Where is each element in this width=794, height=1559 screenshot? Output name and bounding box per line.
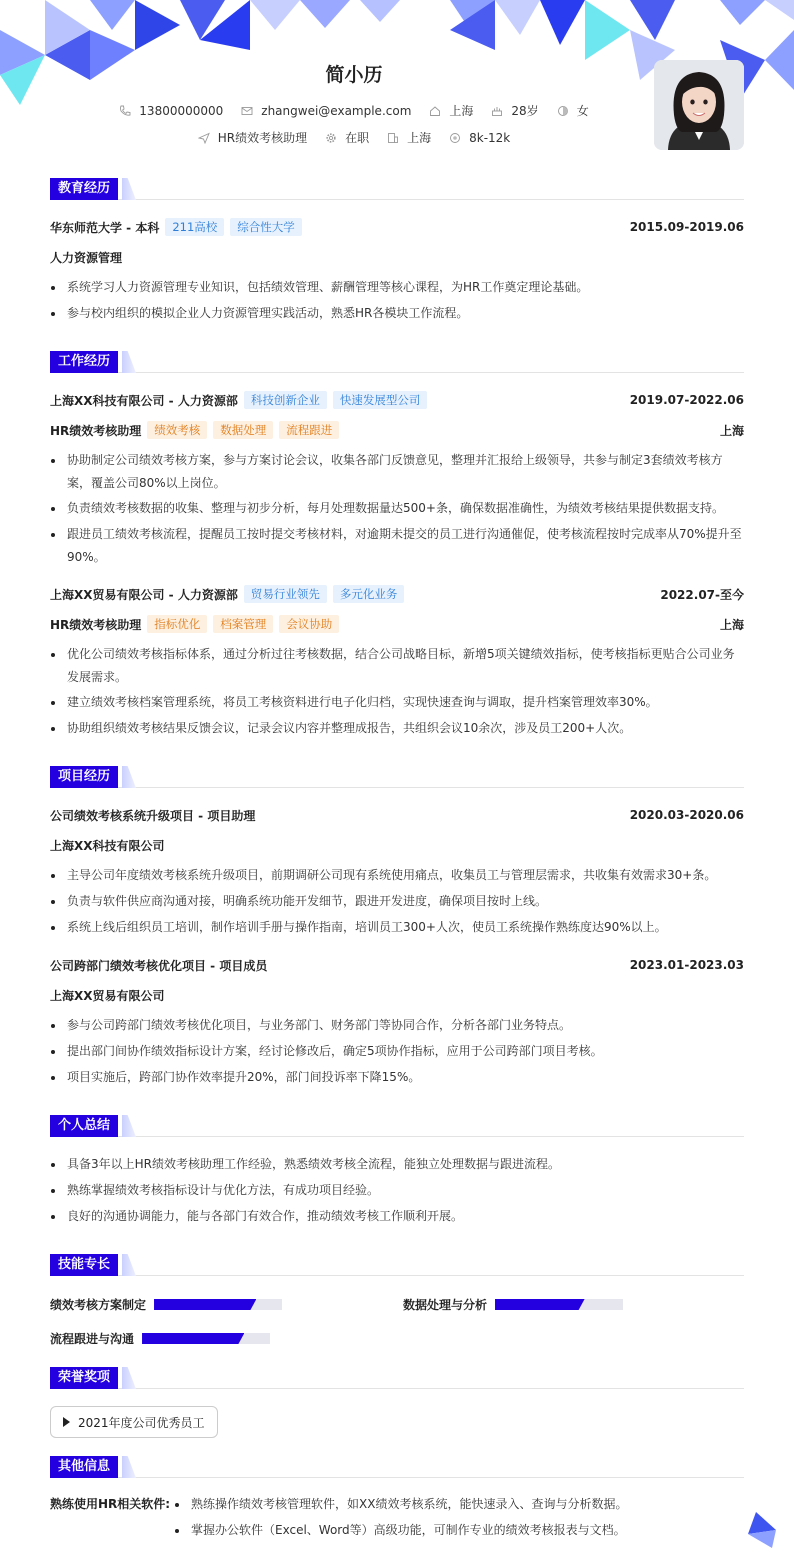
coin-icon xyxy=(449,132,461,144)
email-icon xyxy=(241,105,253,117)
gear-icon xyxy=(325,132,337,144)
list-item: 负责绩效考核数据的收集、整理与初步分析，每月处理数据量达500+条，确保数据准确性，为绩效考核结果提供数据支持。 xyxy=(50,497,744,520)
project-row xyxy=(50,805,744,825)
list-item: 提出部门间协作绩效指标设计方案，经讨论修改后，确定5项协作指标，应用于公司跨部门项目考核。 xyxy=(50,1040,744,1063)
target-city-item xyxy=(387,129,431,146)
award-item xyxy=(50,1406,218,1438)
target-job-text: HR绩效考核助理 xyxy=(217,131,308,145)
skill-name: 绩效考核方案制定 xyxy=(50,1298,147,1312)
email-text: zhangwei@example.com xyxy=(261,103,412,118)
project-period: 2020.03-2020.06 xyxy=(629,808,744,822)
education-header xyxy=(50,178,744,200)
other-section xyxy=(50,1456,744,1478)
building-icon xyxy=(387,132,399,144)
list-item: 具备3年以上HR绩效考核助理工作经验，熟悉绩效考核全流程，能独立处理数据与跟进流程。 xyxy=(50,1153,744,1176)
skill-bar xyxy=(495,1299,623,1310)
skill-bar xyxy=(142,1333,270,1344)
job-period: 2019.07-2022.06 xyxy=(629,393,744,407)
project-row xyxy=(50,955,744,975)
skill-name: 流程跟进与沟通 xyxy=(50,1332,135,1346)
skill-fill xyxy=(495,1299,585,1310)
job-city: 上海 xyxy=(719,423,744,438)
skills-header xyxy=(50,1254,744,1276)
project-name: 公司跨部门绩效考核优化项目 - 项目成员 xyxy=(50,958,268,973)
list-item: 系统学习人力资源管理专业知识，包括绩效管理、薪酬管理等核心课程，为HR工作奠定理论基础。 xyxy=(50,276,744,299)
awards-section xyxy=(50,1367,744,1389)
send-icon xyxy=(198,132,210,144)
section-title: 其他信息 xyxy=(50,1456,118,1478)
section-title: 项目经历 xyxy=(50,766,118,788)
other-label: 熟练使用HR相关软件: xyxy=(50,1497,171,1511)
project-org: 上海XX贸易有限公司 xyxy=(50,988,165,1003)
skill-item xyxy=(50,1296,282,1313)
education-section xyxy=(50,178,744,320)
skill-fill xyxy=(142,1333,244,1344)
target-job-item xyxy=(198,129,307,146)
role-tag: 指标优化 xyxy=(147,615,207,633)
project-org-row xyxy=(50,985,744,1005)
skill-name: 数据处理与分析 xyxy=(403,1298,488,1312)
status-item xyxy=(325,129,369,146)
project-org-row xyxy=(50,835,744,855)
list-item: 掌握办公软件（Excel、Word等）高级功能，可制作专业的绩效考核报表与文档。 xyxy=(174,1519,744,1542)
location-text: 上海 xyxy=(449,104,474,118)
project-name: 公司绩效考核系统升级项目 - 项目助理 xyxy=(50,808,256,823)
salary-text: 8k-12k xyxy=(469,130,511,145)
list-item: 良好的沟通协调能力，能与各部门有效合作，推动绩效考核工作顺利开展。 xyxy=(50,1205,744,1228)
job-company-row xyxy=(50,390,744,410)
skill-fill xyxy=(154,1299,256,1310)
email-item xyxy=(241,104,411,118)
job-role-row xyxy=(50,420,744,440)
job-period: 2022.07-至今 xyxy=(660,587,744,602)
job-intent-row xyxy=(0,129,708,146)
education-period: 2015.09-2019.06 xyxy=(629,220,744,234)
candidate-name: 简小历 xyxy=(325,64,383,86)
role-tag: 绩效考核 xyxy=(147,421,207,439)
work-section xyxy=(50,351,744,735)
list-item: 主导公司年度绩效考核系统升级项目，前期调研公司现有系统使用痛点，收集员工与管理层需求，共收集有效需求30+条。 xyxy=(50,864,744,887)
resume-header xyxy=(0,0,794,160)
list-item: 优化公司绩效考核指标体系，通过分析过往考核数据，结合公司战略目标，新增5项关键绩效指标，使考核指标更贴合公司业务发展需求。 xyxy=(50,643,744,689)
section-title: 荣誉奖项 xyxy=(50,1367,118,1389)
school-name: 华东师范大学 - 本科 xyxy=(50,220,160,235)
awards-header xyxy=(50,1367,744,1389)
school-tag: 综合性大学 xyxy=(230,218,302,236)
play-icon xyxy=(63,1417,70,1427)
school-tag: 211高校 xyxy=(165,218,224,236)
company-tag: 快速发展型公司 xyxy=(333,391,428,409)
job-city: 上海 xyxy=(719,617,744,632)
phone-icon xyxy=(119,105,131,117)
major-row xyxy=(50,247,744,267)
phone-item xyxy=(119,104,223,118)
phone-text: 13800000000 xyxy=(139,103,224,118)
list-item: 系统上线后组织员工培训，制作培训手册与操作指南，培训员工300+人次，使员工系统操作熟练度达90%以上。 xyxy=(50,916,744,939)
major: 人力资源管理 xyxy=(50,250,123,265)
company-name: 上海XX科技有限公司 - 人力资源部 xyxy=(50,393,238,408)
skills-section xyxy=(50,1254,744,1276)
company-name: 上海XX贸易有限公司 - 人力资源部 xyxy=(50,587,238,602)
list-item: 熟练掌握绩效考核指标设计与优化方法，有成功项目经验。 xyxy=(50,1179,744,1202)
gender-icon xyxy=(557,105,569,117)
work-header xyxy=(50,351,744,373)
title-tail-decoration xyxy=(122,1115,136,1137)
title-tail-decoration xyxy=(122,178,136,200)
skill-item xyxy=(50,1330,270,1347)
list-item: 参与校内组织的模拟企业人力资源管理实践活动，熟悉HR各模块工作流程。 xyxy=(50,302,744,325)
list-item: 协助组织绩效考核结果反馈会议，记录会议内容并整理成报告，共组织会议10余次，涉及员工200+人次。 xyxy=(50,717,744,740)
company-tag: 科技创新企业 xyxy=(244,391,327,409)
job-role: HR绩效考核助理 xyxy=(50,423,142,438)
skill-item xyxy=(403,1296,623,1313)
status-text: 在职 xyxy=(345,131,370,145)
role-tag: 流程跟进 xyxy=(279,421,339,439)
job-role: HR绩效考核助理 xyxy=(50,617,142,632)
list-item: 熟练操作绩效考核管理软件，如XX绩效考核系统，能快速录入、查询与分析数据。 xyxy=(174,1493,744,1516)
summary-header xyxy=(50,1115,744,1137)
summary-section xyxy=(50,1115,744,1223)
target-city-text: 上海 xyxy=(407,131,432,145)
project-period: 2023.01-2023.03 xyxy=(629,958,744,972)
gender-text: 女 xyxy=(576,104,589,118)
list-item: 参与公司跨部门绩效考核优化项目，与业务部门、财务部门等协同合作，分析各部门业务特点。 xyxy=(50,1014,744,1037)
salary-item xyxy=(449,131,510,145)
company-tag: 贸易行业领先 xyxy=(244,585,327,603)
avatar-photo xyxy=(654,60,744,150)
section-title: 技能专长 xyxy=(50,1254,118,1276)
contact-row xyxy=(0,102,708,119)
title-tail-decoration xyxy=(122,766,136,788)
education-row xyxy=(50,217,744,237)
section-title: 工作经历 xyxy=(50,351,118,373)
gender-item xyxy=(557,102,589,119)
job-role-row xyxy=(50,614,744,634)
job-company-row xyxy=(50,584,744,604)
role-tag: 档案管理 xyxy=(213,615,273,633)
home-icon xyxy=(429,105,441,117)
title-tail-decoration xyxy=(122,1367,136,1389)
projects-header xyxy=(50,766,744,788)
section-title: 教育经历 xyxy=(50,178,118,200)
role-tag: 会议协助 xyxy=(279,615,339,633)
list-item: 协助制定公司绩效考核方案，参与方案讨论会议，收集各部门反馈意见，整理并汇报给上级领导，共参与制定3套绩效考核方案，覆盖公司80%以上岗位。 xyxy=(50,449,744,495)
location-item xyxy=(429,102,473,119)
age-item xyxy=(491,102,538,119)
avatar xyxy=(654,60,744,150)
title-tail-decoration xyxy=(122,1254,136,1276)
projects-section xyxy=(50,766,744,1084)
project-org: 上海XX科技有限公司 xyxy=(50,838,165,853)
award-text: 2021年度公司优秀员工 xyxy=(78,1415,205,1430)
skill-bar xyxy=(154,1299,282,1310)
list-item: 负责与软件供应商沟通对接，明确系统功能开发细节，跟进开发进度，确保项目按时上线。 xyxy=(50,890,744,913)
list-item: 项目实施后，跨部门协作效率提升20%，部门间投诉率下降15%。 xyxy=(50,1066,744,1089)
section-title: 个人总结 xyxy=(50,1115,118,1137)
other-header xyxy=(50,1456,744,1478)
age-text: 28岁 xyxy=(511,104,539,118)
role-tag: 数据处理 xyxy=(213,421,273,439)
list-item: 建立绩效考核档案管理系统，将员工考核资料进行电子化归档，实现快速查询与调取，提升档案管理效率30%。 xyxy=(50,691,744,714)
cake-icon xyxy=(491,105,503,117)
corner-decoration xyxy=(742,1508,782,1550)
list-item: 跟进员工绩效考核流程，提醒员工按时提交考核材料，对逾期未提交的员工进行沟通催促，使考核流程按时完成率从70%提升至90%。 xyxy=(50,523,744,569)
title-tail-decoration xyxy=(122,1456,136,1478)
title-tail-decoration xyxy=(122,351,136,373)
company-tag: 多元化业务 xyxy=(333,585,405,603)
